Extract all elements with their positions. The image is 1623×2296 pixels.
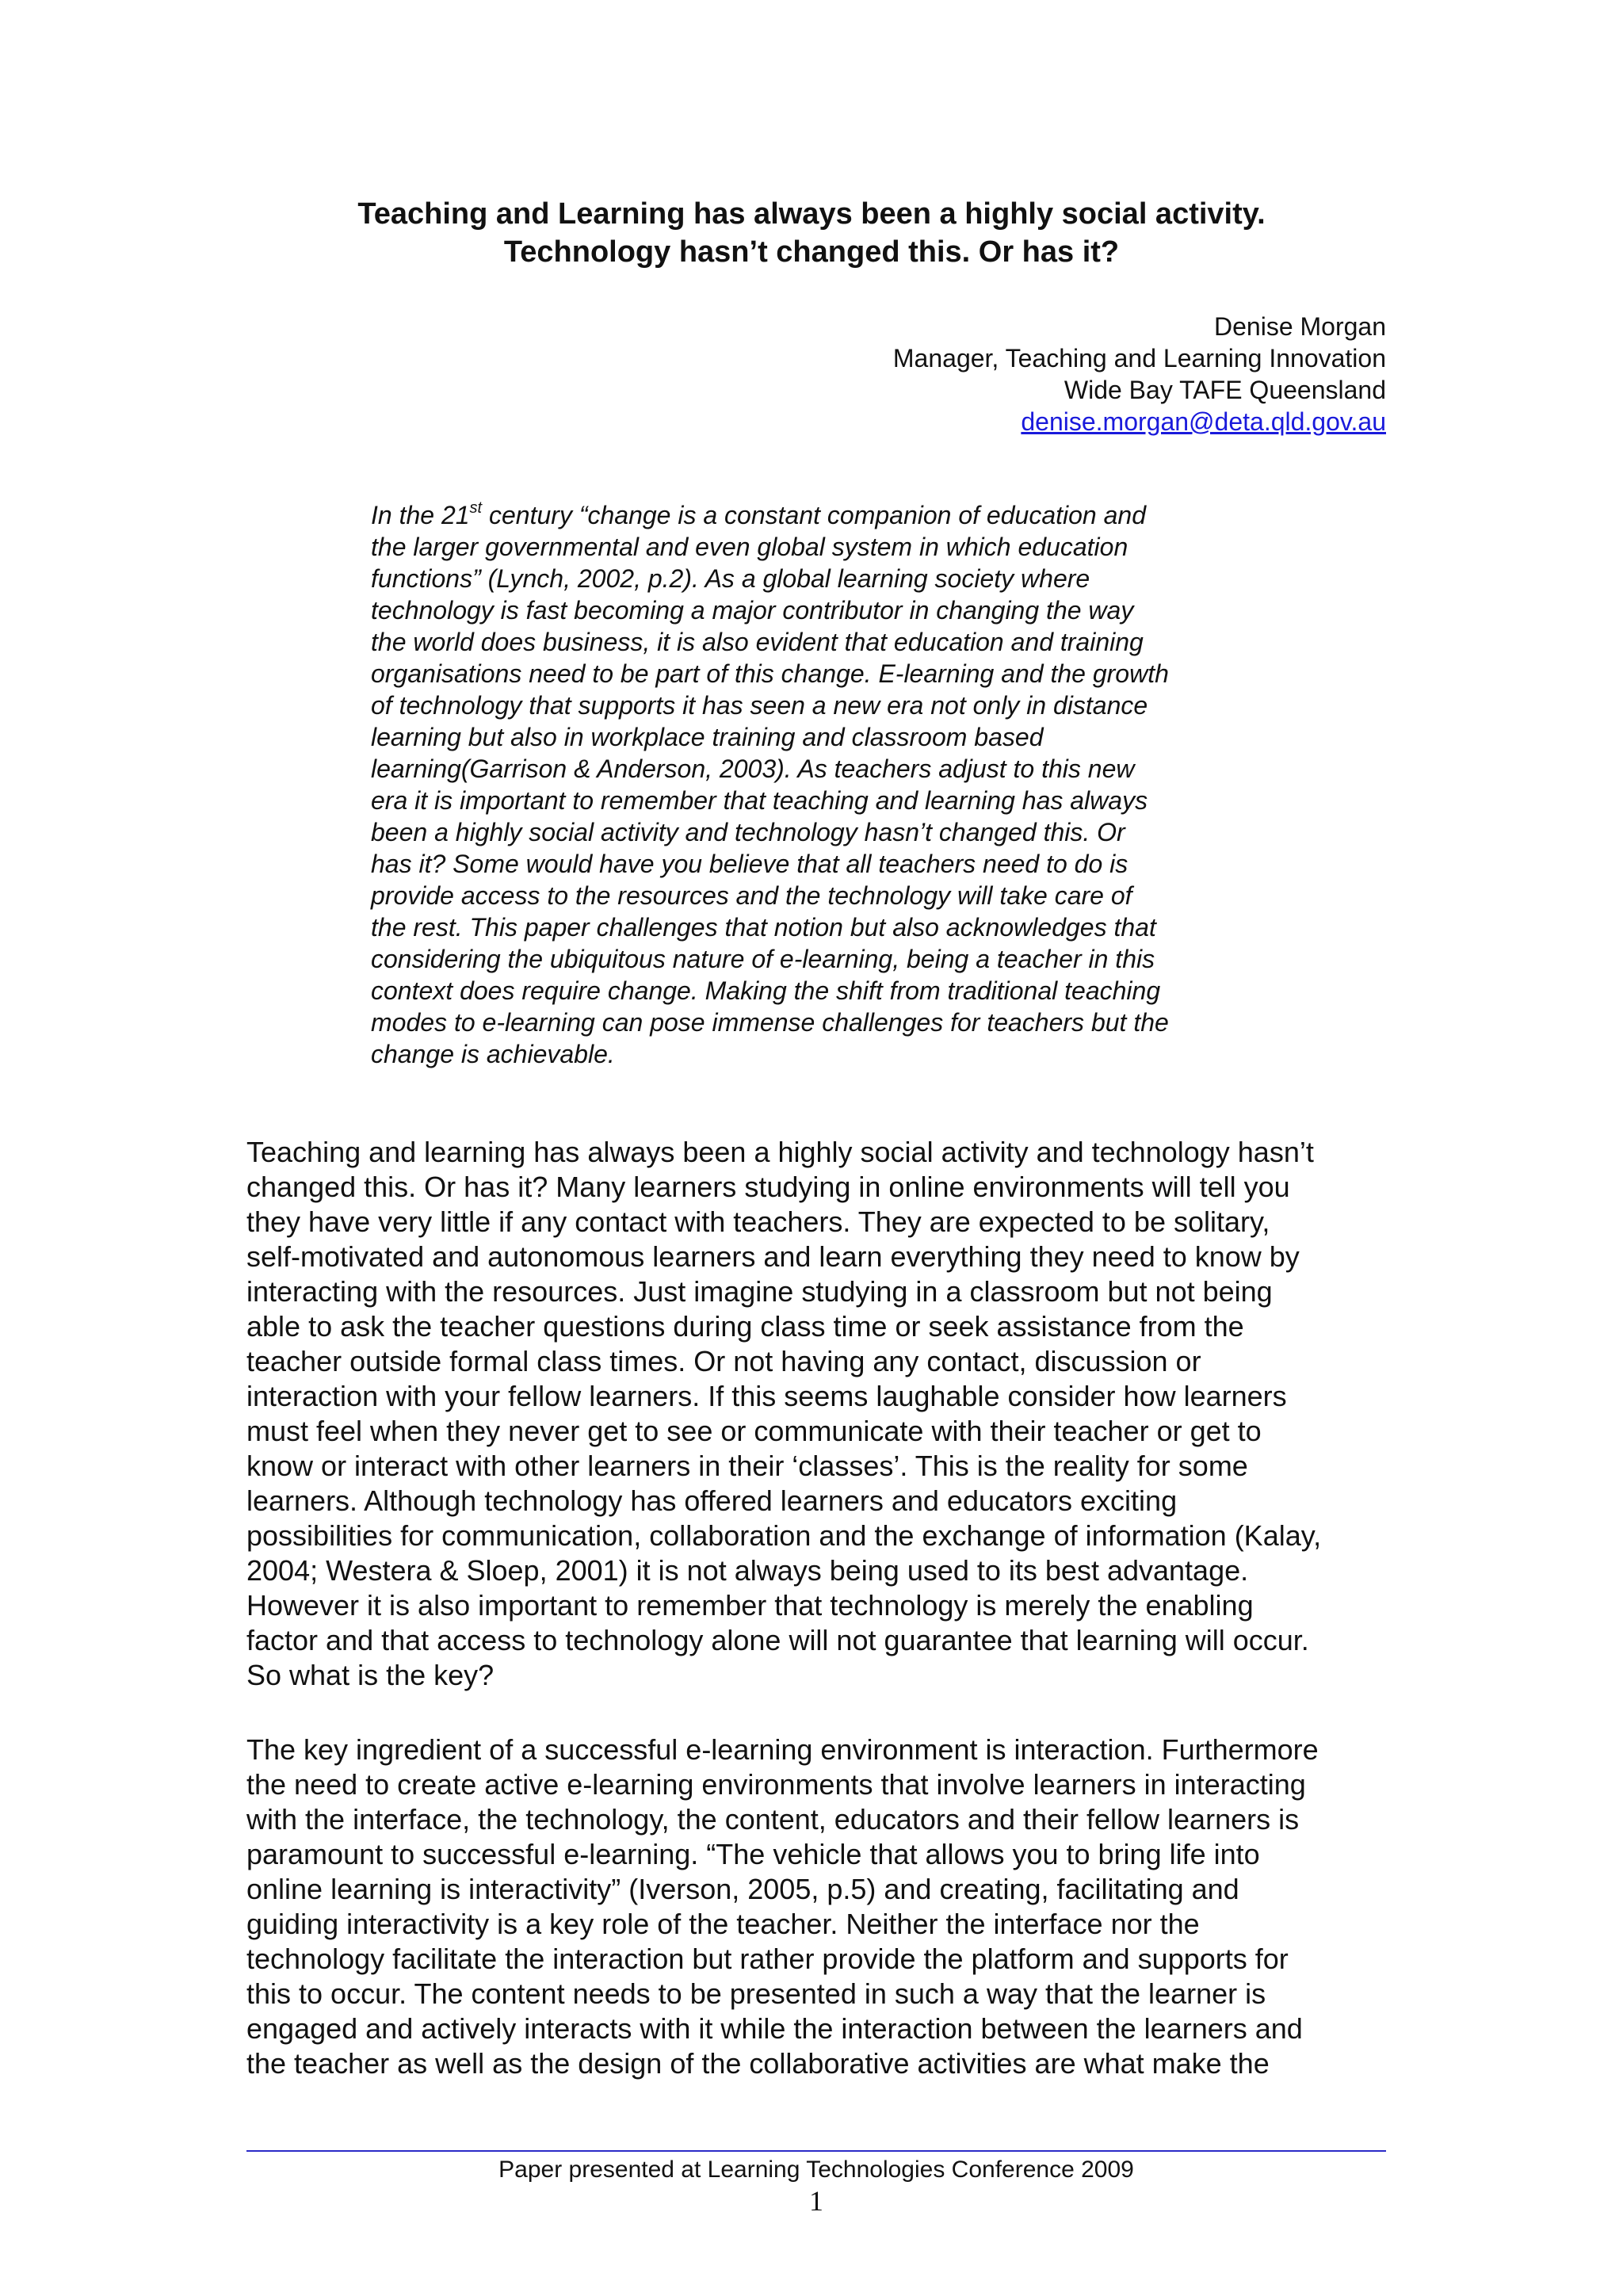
author-name: Denise Morgan (1214, 312, 1386, 341)
body-paragraph-1 (246, 1135, 1396, 1693)
body-paragraph-2 (246, 1733, 1396, 2081)
paragraph-line: learners. Although technology has offered learners and educators exciting (246, 1484, 1178, 1517)
abstract-line: learning(Garrison & Anderson, 2003). As teachers adjust to this new (371, 755, 1135, 783)
abstract-line: change is achievable. (371, 1040, 615, 1068)
abstract-line: modes to e-learning can pose immense challenges for teachers but the (371, 1008, 1169, 1037)
paragraph-line: However it is also important to remember that technology is merely the enabling (246, 1589, 1254, 1622)
abstract-line: technology is fast becoming a major contributor in changing the way (371, 596, 1134, 625)
abstract-line: era it is important to remember that teaching and learning has always (371, 786, 1148, 815)
paragraph-line: paramount to successful e-learning. “The vehicle that allows you to bring life into (246, 1838, 1260, 1870)
paper-title (238, 195, 1385, 271)
paragraph-line: able to ask the teacher questions during class time or seek assistance from the (246, 1310, 1244, 1343)
paragraph-line: changed this. Or has it? Many learners studying in online environments will tell you (246, 1171, 1290, 1203)
author-email-link[interactable]: denise.morgan@deta.qld.gov.au (1021, 407, 1386, 436)
ordinal-superscript: st (469, 499, 483, 518)
page-number: 1 (809, 2185, 823, 2217)
paragraph-line: 2004; Westera & Sloep, 2001) it is not always being used to its best advantage. (246, 1554, 1249, 1587)
author-block (893, 311, 1386, 437)
abstract-line: the rest. This paper challenges that notion but also acknowledges that (371, 913, 1156, 942)
paragraph-line: interacting with the resources. Just imagine studying in a classroom but not being (246, 1275, 1273, 1308)
paragraph-line: with the interface, the technology, the content, educators and their fellow learners is (246, 1803, 1300, 1836)
abstract-first-prefix: In the 21 (371, 501, 470, 529)
paragraph-line: know or interact with other learners in their ‘classes’. This is the reality for some (246, 1450, 1248, 1482)
paragraph-line: factor and that access to technology alone will not guarantee that learning will occur. (246, 1624, 1309, 1656)
footer-text: Paper presented at Learning Technologies Conference 2009 (498, 2157, 1134, 2183)
paragraph-line: possibilities for communication, collaboration and the exchange of information (Kalay, (246, 1519, 1322, 1552)
abstract-line: has it? Some would have you believe that all teachers need to do is (371, 850, 1128, 878)
footer-divider (246, 2150, 1386, 2152)
abstract-first-suffix: century “change is a constant companion of education and (482, 501, 1146, 529)
abstract-line: of technology that supports it has seen a new era not only in distance (371, 691, 1148, 720)
paragraph-line: the teacher as well as the design of the collaborative activities are what make the (246, 2047, 1270, 2080)
paragraph-line: Teaching and learning has always been a highly social activity and technology hasn’t (246, 1136, 1314, 1168)
author-position: Manager, Teaching and Learning Innovation (892, 344, 1386, 372)
paragraph-line: this to occur. The content needs to be presented in such a way that the learner is (246, 1977, 1266, 2010)
paragraph-line: they have very little if any contact with teachers. They are expected to be solitary, (246, 1205, 1270, 1238)
paragraph-line: must feel when they never get to see or communicate with their teacher or get to (246, 1415, 1262, 1447)
abstract-line: considering the ubiquitous nature of e-learning, being a teacher in this (371, 945, 1155, 973)
title-line: Technology hasn’t changed this. Or has it? (503, 235, 1120, 269)
paragraph-line: the need to create active e-learning environments that involve learners in interacting (246, 1768, 1306, 1801)
paragraph-line: guiding interactivity is a key role of the teacher. Neither the interface nor the (246, 1908, 1200, 1940)
paragraph-line: So what is the key? (246, 1659, 495, 1691)
paragraph-line: The key ingredient of a successful e-learning environment is interaction. Furthermore (246, 1733, 1319, 1766)
abstract-line: learning but also in workplace training and classroom based (371, 723, 1044, 751)
title-line: Teaching and Learning has always been a highly social activity. (357, 197, 1266, 231)
abstract (371, 499, 1258, 1070)
abstract-line (371, 499, 1258, 531)
abstract-line: provide access to the resources and the technology will take care of (371, 881, 1132, 910)
abstract-line: organisations need to be part of this change. E-learning and the growth (371, 659, 1169, 688)
paragraph-line: engaged and actively interacts with it while the interaction between the learners and (246, 2012, 1303, 2045)
abstract-line: context does require change. Making the shift from traditional teaching (371, 976, 1161, 1005)
abstract-line: been a highly social activity and technology hasn’t changed this. Or (371, 818, 1125, 846)
paragraph-line: self-motivated and autonomous learners and learn everything they need to know by (246, 1240, 1300, 1273)
paragraph-line: online learning is interactivity” (Iverson, 2005, p.5) and creating, facilitating and (246, 1873, 1239, 1905)
abstract-line: functions” (Lynch, 2002, p.2). As a global learning society where (371, 564, 1090, 593)
paragraph-line: technology facilitate the interaction but rather provide the platform and supports for (246, 1943, 1289, 1975)
abstract-line: the world does business, it is also evident that education and training (371, 628, 1144, 656)
paragraph-line: interaction with your fellow learners. If this seems laughable consider how learners (246, 1380, 1287, 1412)
author-institution: Wide Bay TAFE Queensland (1064, 376, 1386, 404)
paragraph-line: teacher outside formal class times. Or not having any contact, discussion or (246, 1345, 1201, 1377)
abstract-line: the larger governmental and even global system in which education (371, 533, 1128, 561)
